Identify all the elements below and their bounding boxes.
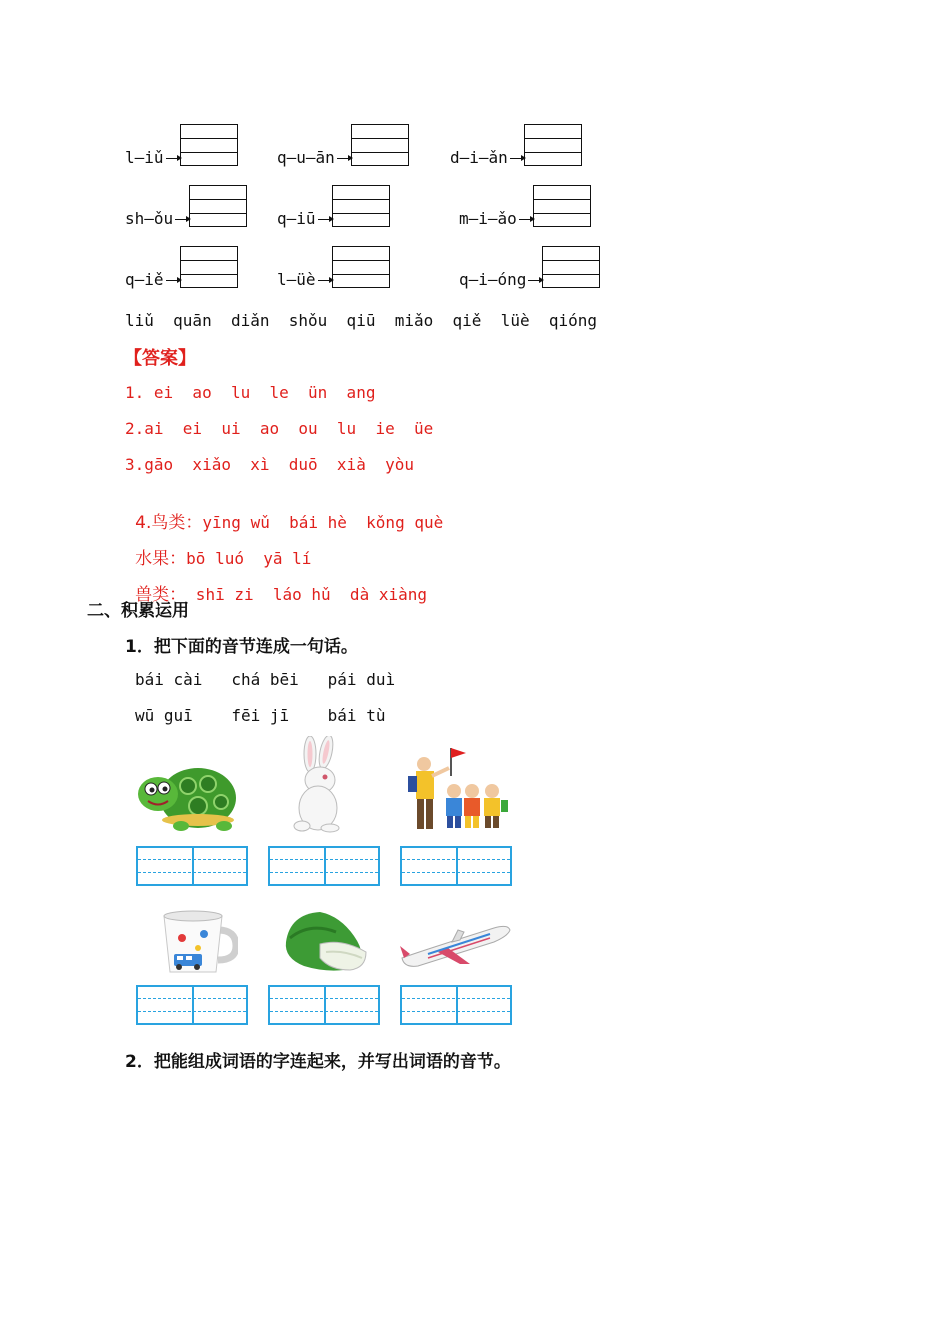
answer-text: bō luó yā lí <box>186 549 312 568</box>
cabbage-image <box>280 908 372 976</box>
airplane-image <box>398 920 512 974</box>
writing-box[interactable] <box>400 985 512 1025</box>
spelling-item <box>277 185 390 227</box>
arrow-icon <box>519 219 533 220</box>
spelling-item <box>125 185 247 227</box>
answer-text: shī zi láo hǔ dà xiàng <box>186 585 427 604</box>
arrow-icon <box>510 158 524 159</box>
arrow-icon <box>337 158 351 159</box>
writing-box[interactable] <box>136 846 248 886</box>
answer-label: 兽类： <box>135 585 187 605</box>
spelling-text: l—üè <box>277 270 316 289</box>
pinyin-box[interactable] <box>533 185 591 227</box>
answer-line: 1. ei ao lu le ün ang <box>125 383 376 402</box>
question-2: 2．把能组成词语的字连起来，并写出词语的音节。 <box>125 1052 511 1072</box>
pinyin-box[interactable] <box>180 124 238 166</box>
arrow-icon <box>528 280 542 281</box>
rabbit-image <box>288 736 350 834</box>
spelling-item <box>459 246 600 288</box>
syllables-row: bái cài chá bēi pái duì <box>135 670 396 689</box>
spelling-item <box>277 124 409 166</box>
arrow-icon <box>318 219 332 220</box>
writing-box[interactable] <box>400 846 512 886</box>
writing-box[interactable] <box>136 985 248 1025</box>
pinyin-box[interactable] <box>332 246 390 288</box>
turtle-image <box>136 756 240 834</box>
pinyin-box[interactable] <box>351 124 409 166</box>
answer-heading: 【答案】 <box>124 348 196 369</box>
arrow-icon <box>166 280 180 281</box>
spelling-text: d—i—ǎn <box>450 148 508 167</box>
cup-image <box>160 908 238 976</box>
spelling-item <box>459 185 591 227</box>
answer-label: 水果： <box>135 549 187 569</box>
answer-line: 3.gāo xiǎo xì duō xià yòu <box>125 455 414 474</box>
arrow-icon <box>166 158 180 159</box>
pinyin-box[interactable] <box>180 246 238 288</box>
arrow-icon <box>175 219 189 220</box>
spelling-item <box>450 124 582 166</box>
pinyin-box[interactable] <box>189 185 247 227</box>
spelling-text: q—u—ān <box>277 148 335 167</box>
answer-label: 4.鸟类： <box>135 513 203 533</box>
pinyin-box[interactable] <box>542 246 600 288</box>
spelling-text: q—iě <box>125 270 164 289</box>
spelling-text: l—iǔ <box>125 148 164 167</box>
answer-text: yīng wǔ bái hè kǒng què <box>202 513 444 532</box>
section-title: 二、积累运用 <box>87 601 189 621</box>
spelling-text: q—iū <box>277 209 316 228</box>
spelling-item <box>125 124 238 166</box>
answer-line: 2.ai ei ui ao ou lu ie üe <box>125 419 434 438</box>
question-1: 1．把下面的音节连成一句话。 <box>125 637 358 657</box>
pinyin-box[interactable] <box>332 185 390 227</box>
writing-box[interactable] <box>268 985 380 1025</box>
spelling-text: m—i—ǎo <box>459 209 517 228</box>
spelling-text: sh—ǒu <box>125 209 174 228</box>
arrow-icon <box>318 280 332 281</box>
spelling-item <box>277 246 390 288</box>
word-bank: liǔ quān diǎn shǒu qiū miǎo qiě lüè qióng <box>125 311 598 330</box>
spelling-text: q—i—óng <box>459 270 527 289</box>
syllables-row: wū guī fēi jī bái tù <box>135 706 386 725</box>
writing-box[interactable] <box>268 846 380 886</box>
spelling-item <box>125 246 238 288</box>
queue-image <box>404 746 512 834</box>
pinyin-box[interactable] <box>524 124 582 166</box>
